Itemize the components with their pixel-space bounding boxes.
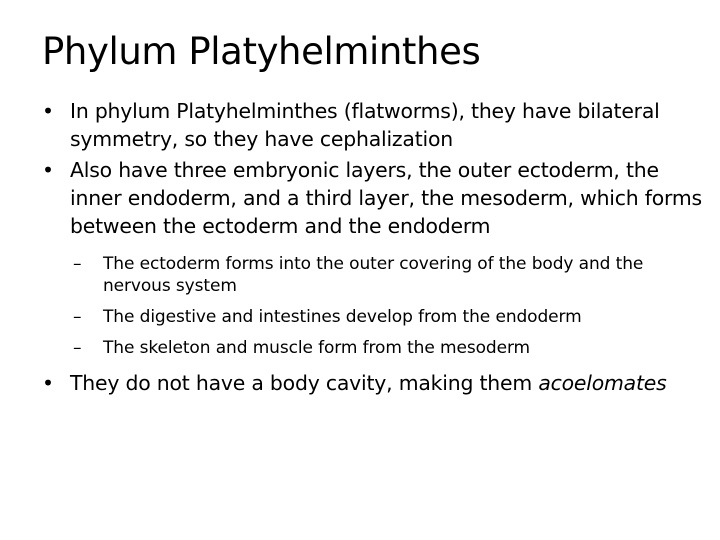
bullet-icon: • [42, 158, 54, 182]
bullet-text: They do not have a body cavity, making them [70, 371, 533, 395]
sub-bullet-item [42, 253, 714, 297]
sub-bullet-item [42, 306, 714, 328]
sub-bullet-text: The ectoderm forms into the outer covering of the body and the nervous system [103, 254, 644, 296]
sub-bullet-text: The digestive and intestines develop from the endoderm [103, 307, 582, 327]
sub-bullet-text: The skeleton and muscle form from the mesoderm [103, 338, 530, 358]
bullet-item [42, 97, 714, 153]
emphasis-term: acoelomates [538, 371, 667, 395]
bullet-text: Also have three embryonic layers, the outer ectoderm, the inner endoderm, and a third layer, the mesoderm, which forms between the ectoderm and the endoderm [70, 158, 702, 238]
bullet-text: In phylum Platyhelminthes (flatworms), they have bilateral symmetry, so they have cephalization [70, 99, 660, 151]
slide-body [42, 97, 714, 400]
sub-bullet-list [42, 253, 714, 359]
bullet-icon: • [42, 99, 54, 123]
bullet-icon: • [42, 371, 54, 395]
sub-bullet-item [42, 337, 714, 359]
bullet-item [42, 369, 714, 397]
dash-icon: – [73, 338, 82, 358]
dash-icon: – [73, 254, 82, 274]
bullet-item [42, 156, 714, 240]
slide-title: Phylum Platyhelminthes [42, 30, 481, 73]
dash-icon: – [73, 307, 82, 327]
